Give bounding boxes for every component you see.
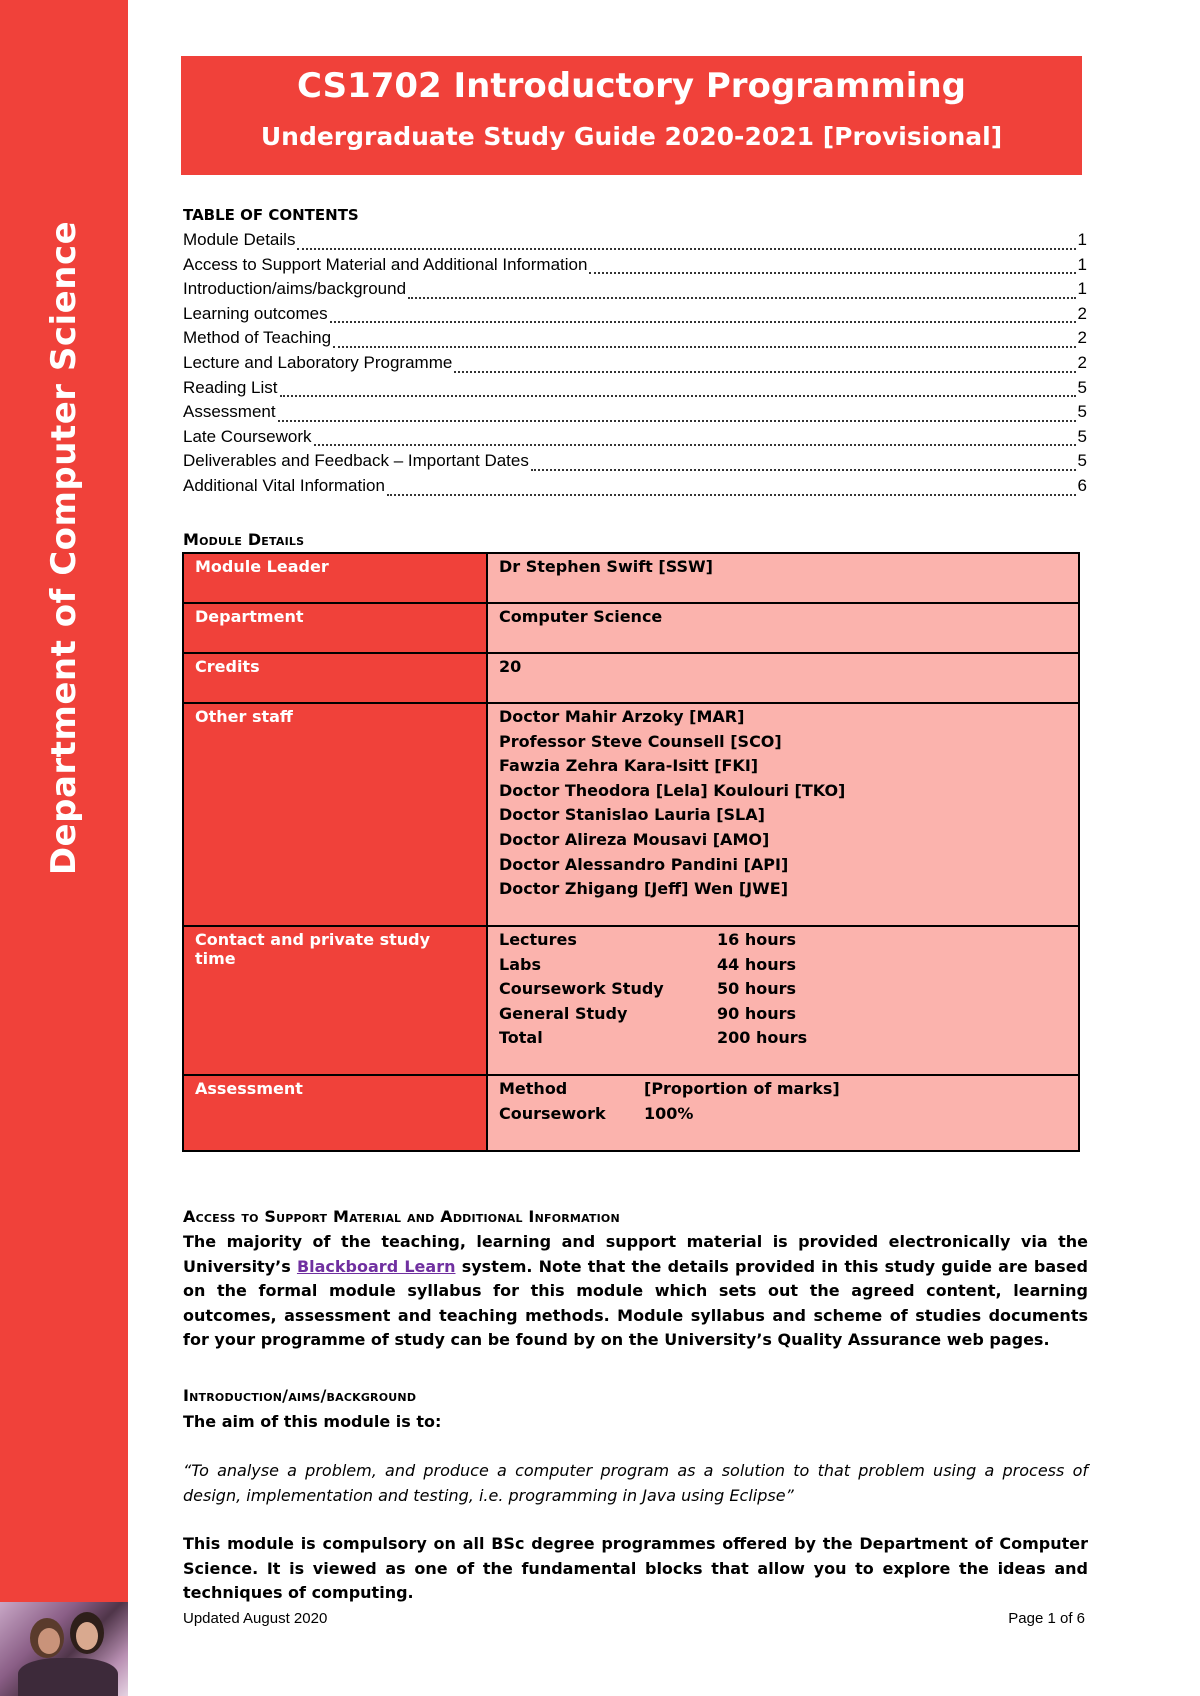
table-row: [183, 703, 1079, 926]
toc-entry-label: Learning outcomes: [183, 303, 328, 323]
staff-member: Doctor Mahir Arzoky [MAR]: [499, 707, 745, 726]
toc-entry-label: Late Coursework: [183, 426, 312, 446]
toc-entry-page: 5: [1077, 451, 1087, 471]
title-banner: [181, 56, 1082, 175]
staff-member: Doctor Alireza Mousavi [AMO]: [499, 829, 770, 849]
toc-entry[interactable]: [183, 427, 1087, 452]
toc-entry-page: 1: [1077, 254, 1087, 274]
aim-intro: The aim of this module is to:: [183, 1412, 442, 1431]
activity-name: Labs: [499, 954, 541, 974]
photo-body-shape: [18, 1658, 118, 1696]
compulsory-paragraph: This module is compulsory on all BSc degree programmes offered by the Department of Computer Science. It is viewed as one of the fundamental blocks that allow you to explore the ideas and techniques of computing.: [183, 1534, 1088, 1602]
activity-name: General Study: [499, 1003, 628, 1023]
toc-entry-page: 1: [1077, 279, 1087, 299]
sidebar-band: [0, 0, 128, 1696]
toc-entry-label: Introduction/aims/background: [183, 279, 407, 299]
access-heading: Access to Support Material and Additional Information: [183, 1207, 620, 1226]
toc-leader-dots: [314, 440, 1076, 446]
toc-entry-label: Module Details: [183, 230, 296, 249]
staff-member: Doctor Stanislao Lauria [SLA]: [499, 805, 765, 825]
table-row: [183, 926, 1079, 1075]
toc-entry[interactable]: [183, 402, 1087, 427]
toc-entry-page: 5: [1077, 402, 1087, 422]
contact-row: [499, 979, 1067, 1004]
contact-time-breakdown: [487, 926, 1079, 1075]
toc-entry-page: 2: [1077, 303, 1087, 323]
toc-entry-page: 6: [1077, 475, 1087, 495]
assessment-proportion: [Proportion of marks]: [644, 1079, 840, 1098]
aim-quote: “To analyse a problem, and produce a computer program as a solution to that problem using a process of design, implementation and testing, i.e. programming in Java using Eclipse”: [183, 1461, 1088, 1505]
blackboard-learn-link[interactable]: Blackboard Learn: [296, 1256, 456, 1276]
toc-entry-label: Additional Vital Information: [183, 475, 385, 495]
table-of-contents: [183, 230, 1087, 501]
contact-row: [499, 930, 1067, 955]
toc-leader-dots: [278, 416, 1076, 422]
footer-updated-date: Updated August 2020: [183, 1610, 328, 1627]
toc-entry-page: 2: [1077, 328, 1087, 348]
toc-entry-label: Reading List: [183, 377, 278, 397]
module-leader-value: Dr Stephen Swift [SSW]: [487, 553, 1079, 603]
activity-hours: 90 hours: [717, 1003, 797, 1023]
toc-entry-page: 5: [1077, 377, 1087, 397]
toc-entry[interactable]: [183, 328, 1087, 353]
toc-entry[interactable]: [183, 230, 1087, 255]
activity-hours: 200 hours: [717, 1028, 808, 1048]
toc-entry-label: Lecture and Laboratory Programme: [183, 352, 453, 372]
contact-row: [499, 1004, 1067, 1029]
students-photo: [0, 1602, 128, 1696]
assessment-method: Method: [499, 1079, 568, 1098]
toc-leader-dots: [589, 268, 1075, 274]
activity-name: Coursework Study: [499, 979, 664, 999]
toc-entry-label: Deliverables and Feedback – Important Dates: [183, 451, 529, 471]
toc-entry-page: 1: [1077, 230, 1087, 249]
toc-leader-dots: [408, 293, 1076, 299]
access-paragraph: [183, 1230, 1088, 1353]
toc-leader-dots: [531, 465, 1076, 471]
guide-subtitle: Undergraduate Study Guide 2020-2021 [Provisional]: [260, 122, 1003, 151]
assessment-row: [499, 1079, 1067, 1104]
toc-leader-dots: [330, 317, 1076, 323]
access-text-start: The majority of the teaching, learning and support material is provided electronically via the University’s: [183, 1232, 1088, 1276]
table-row: [183, 553, 1079, 603]
activity-hours: 50 hours: [717, 979, 797, 999]
assessment-label: Assessment: [183, 1075, 487, 1151]
module-title: CS1702 Introductory Programming: [297, 66, 966, 106]
department-value: Computer Science: [487, 603, 1079, 653]
toc-entry[interactable]: [183, 476, 1087, 501]
module-details-heading: Module Details: [183, 530, 305, 549]
assessment-method: Coursework: [499, 1103, 606, 1123]
access-text-end: system. Note that the details provided in this study guide are based on the formal module syllabus for this module which sets out the agreed content, learning outcomes, assessment and teaching methods. Module syllabus and scheme of studies documents for your programme of study can be found by on the University’s Quality Assurance web pages.: [183, 1256, 1089, 1349]
toc-leader-dots: [454, 367, 1075, 373]
toc-entry-label: Assessment: [183, 402, 276, 422]
photo-person-face: [76, 1622, 98, 1650]
other-staff-list: [487, 703, 1079, 926]
toc-entry-page: 2: [1077, 352, 1087, 372]
department-label: Department: [183, 603, 487, 653]
footer-page-number: Page 1 of 6: [1008, 1610, 1085, 1627]
contact-time-label: Contact and private study time: [183, 926, 487, 1075]
toc-entry[interactable]: [183, 279, 1087, 304]
activity-name: Lectures: [499, 930, 577, 949]
introduction-heading: Introduction/aims/background: [183, 1386, 417, 1405]
other-staff-label: Other staff: [183, 703, 487, 926]
toc-entry-label: Method of Teaching: [183, 328, 332, 348]
assessment-breakdown: [487, 1075, 1079, 1151]
activity-hours: 16 hours: [717, 930, 797, 949]
toc-leader-dots: [297, 244, 1075, 250]
toc-leader-dots: [333, 342, 1075, 348]
credits-value: 20: [487, 653, 1079, 703]
assessment-proportion: 100%: [644, 1103, 694, 1123]
toc-entry-label: Access to Support Material and Additional Information: [183, 254, 588, 274]
toc-entry[interactable]: [183, 451, 1087, 476]
activity-name: Total: [499, 1028, 543, 1048]
toc-entry[interactable]: [183, 304, 1087, 329]
toc-entry-page: 5: [1077, 426, 1087, 446]
department-name: Department of Computer Science: [44, 220, 84, 876]
module-details-table: [182, 552, 1080, 1152]
toc-leader-dots: [387, 490, 1076, 496]
table-row: [183, 603, 1079, 653]
toc-entry[interactable]: [183, 255, 1087, 280]
table-row: [183, 1075, 1079, 1151]
staff-member: Professor Steve Counsell [SCO]: [499, 731, 782, 751]
activity-hours: 44 hours: [717, 954, 797, 974]
staff-member: Doctor Theodora [Lela] Koulouri [TKO]: [499, 780, 846, 800]
module-leader-label: Module Leader: [183, 553, 487, 603]
contact-row: [499, 955, 1067, 980]
toc-heading: TABLE OF CONTENTS: [183, 206, 359, 224]
toc-leader-dots: [280, 391, 1076, 397]
photo-person-face: [38, 1628, 60, 1654]
credits-label: Credits: [183, 653, 487, 703]
table-row: [183, 653, 1079, 703]
contact-row: [499, 1028, 1067, 1053]
staff-member: Doctor Alessandro Pandini [API]: [499, 854, 789, 874]
toc-entry[interactable]: [183, 378, 1087, 403]
staff-member: Doctor Zhigang [Jeff] Wen [JWE]: [499, 879, 789, 899]
toc-entry[interactable]: [183, 353, 1087, 378]
staff-member: Fawzia Zehra Kara-Isitt [FKI]: [499, 756, 759, 776]
assessment-row: [499, 1104, 1067, 1129]
